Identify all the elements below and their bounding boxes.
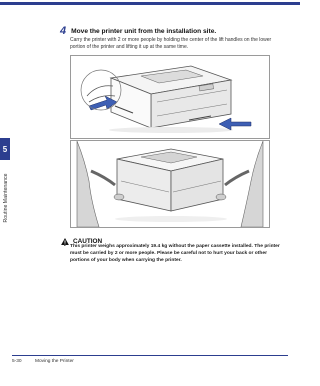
chapter-number: 5 <box>2 144 8 154</box>
printer-lift-handles-illustration <box>71 56 269 138</box>
page-footer <box>12 359 74 364</box>
step-title: Move the printer unit from the installation site. <box>71 27 217 35</box>
figure-printer-handles <box>70 55 270 139</box>
bullet-marker: • <box>64 244 66 249</box>
step-instructions: Carry the printer with 2 or more people by holding the center of the lift handles on the lower portion of the printer and lifting it up at the same time. <box>70 37 272 50</box>
chapter-tab <box>0 138 10 160</box>
footer-rule <box>12 355 288 356</box>
step-number: 4 <box>60 25 67 37</box>
caution-title: CAUTION <box>73 237 103 245</box>
caution-text: This printer weighs approximately 19.4 kg without the paper cassette installed. The printer must be carried by 2 or more people. Please be careful not to hurt your back or other portions of your body when carrying the printer. <box>70 244 280 263</box>
caution-text-block <box>64 243 282 264</box>
header-rule <box>0 2 300 5</box>
people-lifting-printer-illustration <box>71 141 269 227</box>
step-heading <box>60 25 216 37</box>
page-number: 5-30 <box>12 359 22 364</box>
chapter-title-vertical: Routine Maintenance <box>3 173 9 223</box>
figure-lifting-printer <box>70 140 270 228</box>
footer-section-title: Moving the Printer <box>34 359 74 364</box>
